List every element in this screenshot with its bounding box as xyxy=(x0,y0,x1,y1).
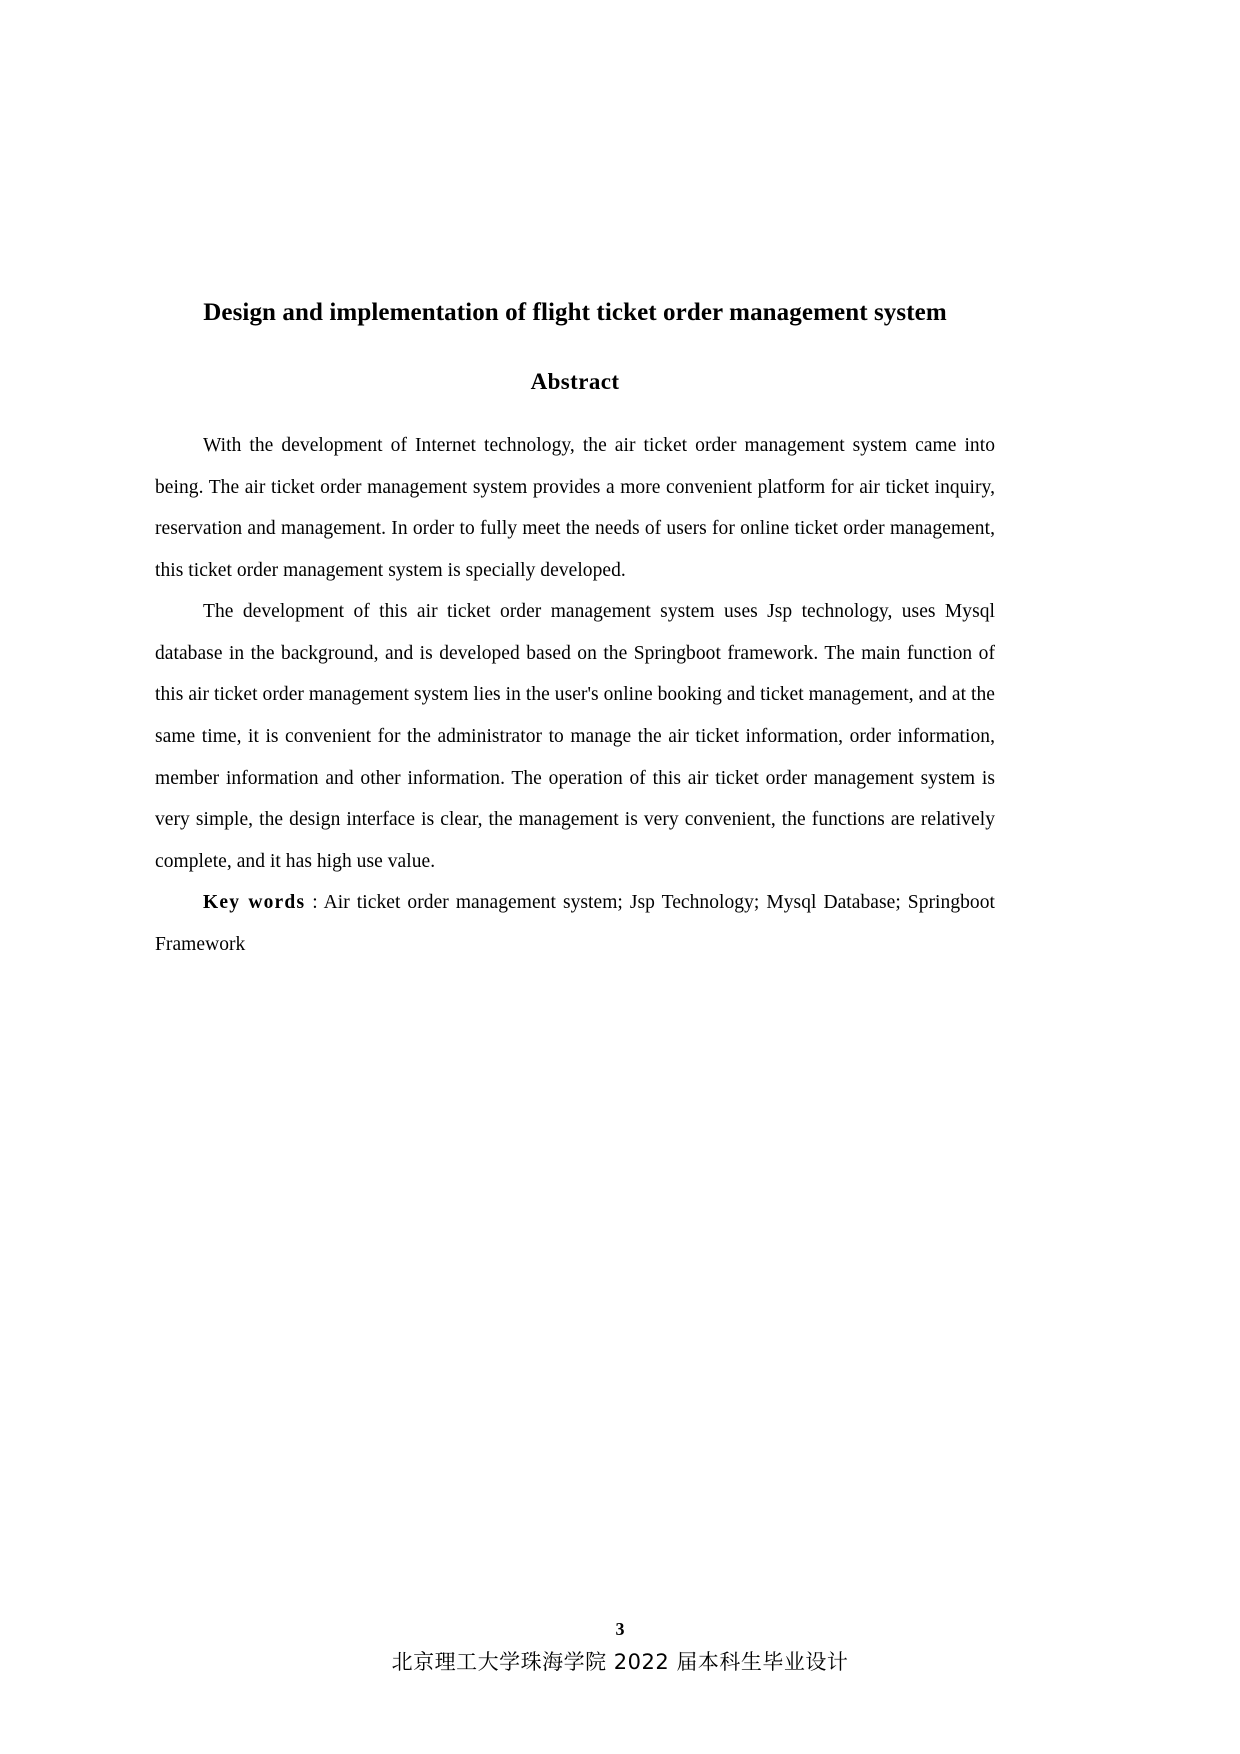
keywords-paragraph xyxy=(155,882,995,965)
abstract-paragraph-2: The development of this air ticket order management system uses Jsp technology, uses Mysql database in the background, and is developed based on the Springboot framework. The main function of this air ticket order management system lies in the user's online booking and ticket management, and at the same time, it is convenient for the administrator to manage the air ticket information, order information, member information and other information. The operation of this air ticket order management system is very simple, the design interface is clear, the management is very convenient, the functions are relatively complete, and it has high use value. xyxy=(155,601,995,872)
keywords-text: Air ticket order management system; Jsp Technology; Mysql Database; Springboot Framework xyxy=(155,892,995,955)
abstract-paragraph-1: With the development of Internet technology, the air ticket order management system came into being. The air ticket order management system provides a more convenient platform for air ticket inquiry, reservation and management. In order to fully meet the needs of users for online ticket order management, this ticket order management system is specially developed. xyxy=(155,435,995,581)
footer-institution-line: 北京理工大学珠海学院 2022 届本科生毕业设计 xyxy=(391,1650,849,1674)
keywords-label: Key words xyxy=(203,892,306,914)
page-number: 3 xyxy=(615,1619,625,1639)
page-footer xyxy=(0,1619,1240,1676)
abstract-heading: Abstract xyxy=(530,369,620,395)
page-content xyxy=(155,295,995,965)
page-title: Design and implementation of flight ticket order management system xyxy=(203,299,947,326)
keywords-separator: : xyxy=(305,892,324,914)
